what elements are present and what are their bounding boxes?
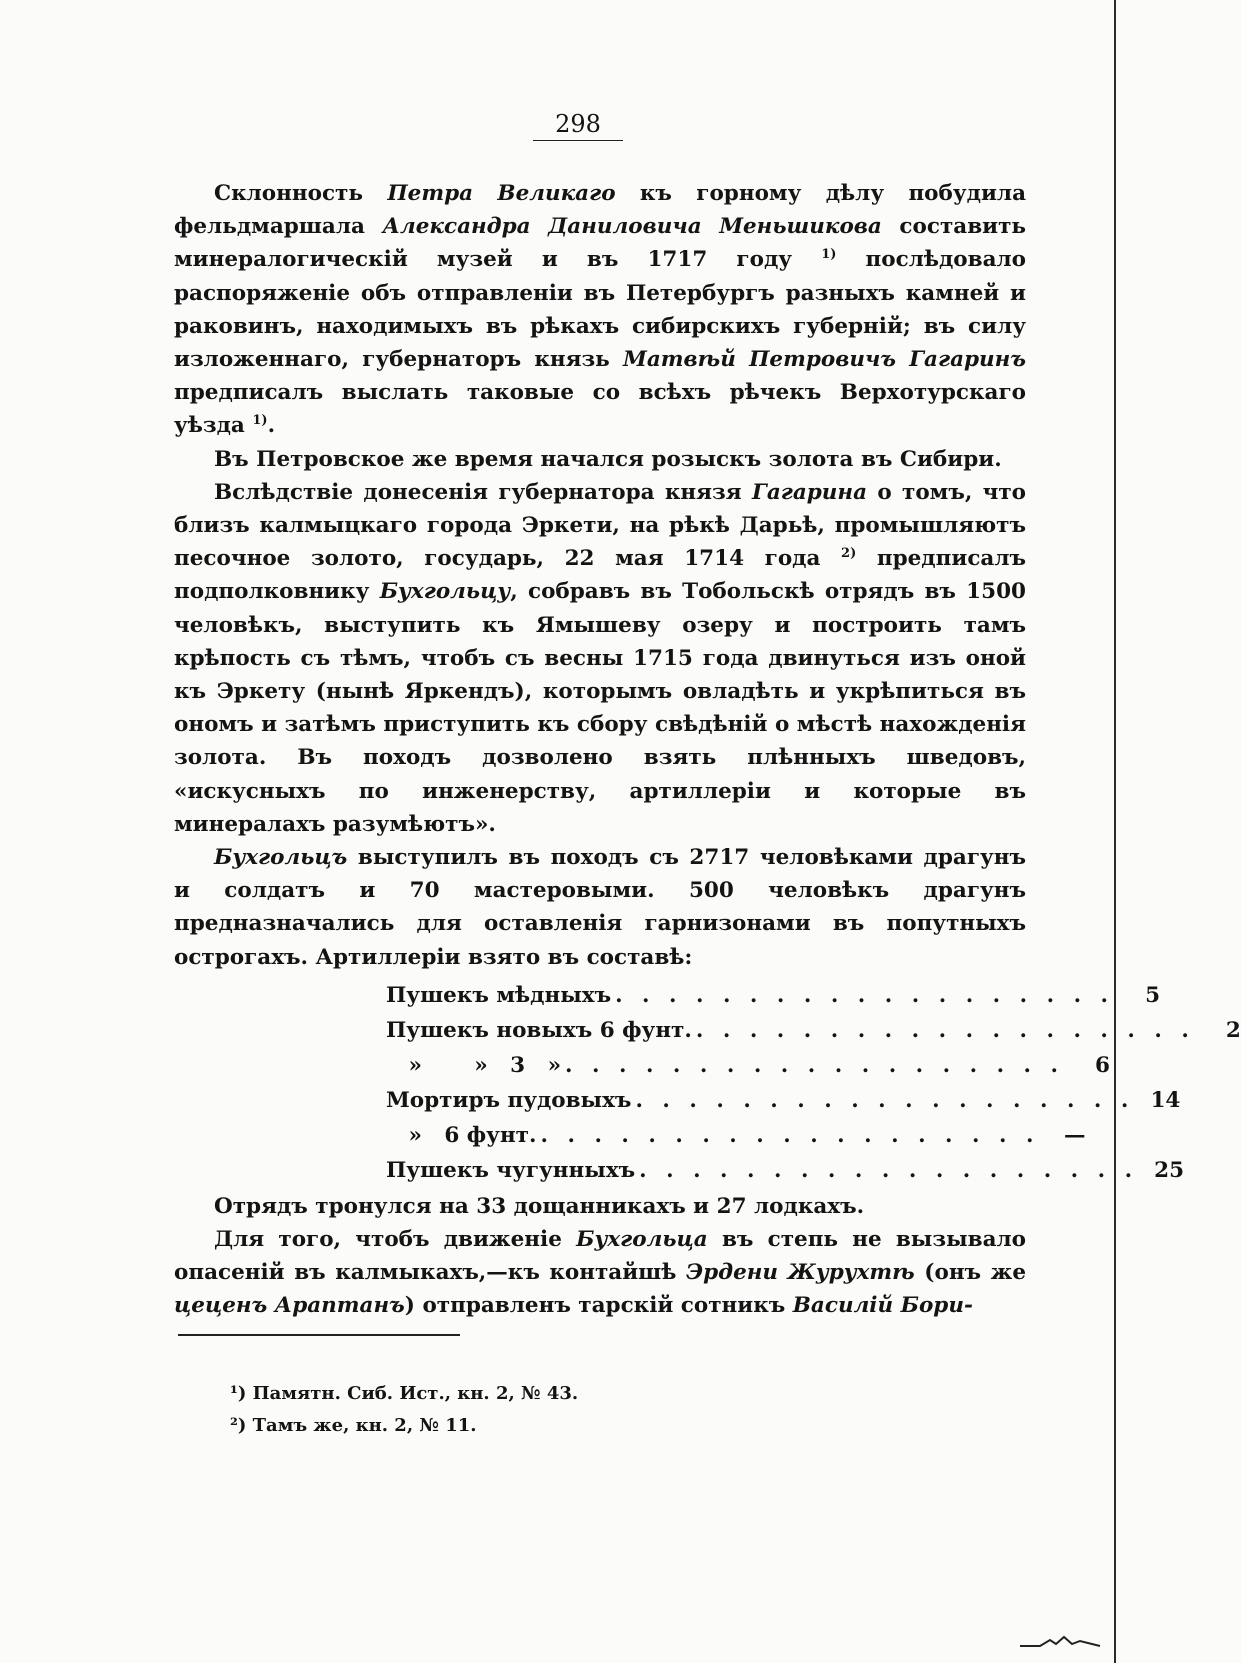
- italic-name: Бухгольцу: [379, 579, 511, 605]
- text-run: , собравъ въ Тобольскѣ отрядъ въ 1500 человѣкъ, выступить къ Ямышеву озеру и построить тамъ крѣпость съ тѣмъ, чтобъ съ весны 1715 года двинуться изъ оной къ Эркету (нынѣ Яркендъ), которымъ овладѣть и укрѣпиться въ ономъ и затѣмъ приступить къ сбору свѣдѣнiй о мѣстѣ нахожденiя золота. Въ походъ дозволено взять плѣнныхъ шведовъ, «искусныхъ по инженерству, артиллерiи и которые въ минералахъ разумѣютъ».: [174, 579, 1027, 837]
- paragraph: [174, 476, 1026, 841]
- leader-dots: . . . . . . . . . . . . . . . . . . .: [635, 1087, 1135, 1113]
- text-run: Отрядъ тронулся на 33 дощанникахъ и 27 лодкахъ.: [214, 1193, 865, 1219]
- italic-name: Петра Великаго: [387, 181, 616, 206]
- leader-dots: . . . . . . . . . . . . . . . . . . .: [695, 1017, 1195, 1043]
- text-run: выступилъ въ походъ съ 2717 человѣками драгунъ и солдатъ и 70 мастеровыми. 500 человѣкъ драгунъ предназначались для оставленiя гарнизонами въ попутныхъ острогахъ. Артиллерiи взято въ составѣ:: [174, 845, 1026, 970]
- paragraphs-bottom: [174, 1190, 1026, 1323]
- paragraphs-top: [174, 177, 1026, 974]
- artillery-row: [386, 1048, 1110, 1083]
- text-run: къ горному дѣлу побудила фельдмаршала: [174, 181, 1026, 240]
- italic-name: цеценъ Араптанъ: [174, 1293, 405, 1319]
- text-run: Для того, чтобъ движенiе: [214, 1227, 577, 1253]
- paragraph: [174, 443, 1026, 476]
- italic-name: Гагарина: [751, 479, 868, 505]
- artillery-label: Пушекъ мѣдныхъ: [386, 982, 612, 1008]
- paragraph: [174, 1223, 1026, 1323]
- paragraph: [174, 177, 1026, 443]
- footnote-divider: [178, 1334, 460, 1336]
- footnote: ¹) Памятн. Сиб. Ист., кн. 2, № 43.: [230, 1383, 579, 1404]
- paragraph: [174, 841, 1026, 974]
- text-run: Вслѣдствiе донесенiя губернатора князя: [214, 479, 752, 505]
- artillery-label: Пушекъ чугунныхъ: [386, 1157, 636, 1183]
- artillery-label: Пушекъ новыхъ 6 фунт.: [386, 1017, 692, 1043]
- artillery-row: [386, 978, 1161, 1013]
- leader-dots: . . . . . . . . . . . . . . . . . . .: [639, 1157, 1139, 1183]
- page-number: 298: [533, 110, 623, 141]
- artillery-row: [386, 1013, 1241, 1048]
- artillery-label: » 6 фунт.: [386, 1122, 537, 1148]
- printer-ornament-icon: [1020, 1635, 1100, 1647]
- text-run: послѣдовало распоряженiе объ отправленiи въ Петербургъ разныхъ камней и раковинъ, находимыхъ въ рѣкахъ сибирскихъ губернiй; въ силу изложеннаго, губернаторъ князь: [174, 247, 1027, 373]
- text-run: Въ Петровское же время начался розыскъ золота въ Сибири.: [214, 446, 1002, 472]
- text-run: составить минералогическiй музей и въ 1717 году: [174, 214, 1027, 273]
- artillery-count: —: [1063, 1122, 1086, 1148]
- text-run: предписалъ подполковнику: [174, 546, 1026, 605]
- artillery-list: [386, 978, 1241, 1188]
- leader-dots: . . . . . . . . . . . . . . . . . . .: [615, 982, 1115, 1008]
- text-run: о томъ, что близъ калмыцкаго города Эркети, на рѣкѣ Дарьѣ, промышляютъ песочное золото, государь, 22 мая 1714 года: [174, 479, 1027, 572]
- italic-name: Бухгольца: [576, 1227, 708, 1253]
- body-text: [174, 177, 1241, 1323]
- artillery-label: Мортиръ пудовыхъ: [386, 1087, 632, 1113]
- italic-name: Матвѣй Петровичъ Гагаринъ: [623, 347, 1026, 373]
- italic-name: Василiй Бори-: [792, 1293, 973, 1319]
- footnote-ref: 1): [252, 413, 268, 429]
- artillery-row: [386, 1083, 1181, 1118]
- italic-name: Александра Даниловича Меньшикова: [382, 214, 882, 240]
- artillery-label: » » 3 »: [386, 1052, 562, 1078]
- artillery-count: 5: [1145, 982, 1161, 1008]
- artillery-count: 25: [1154, 1157, 1185, 1183]
- italic-name: Бухгольцъ: [214, 845, 348, 871]
- text-run: предписалъ выслать таковые со всѣхъ рѣчекъ Верхотурскаго уѣзда: [174, 380, 1026, 439]
- text-run: (онъ же: [914, 1260, 1027, 1286]
- page-edge-line: [1114, 0, 1116, 1663]
- footnote: ²) Тамъ же, кн. 2, № 11.: [230, 1415, 477, 1436]
- footnote-ref: 2): [841, 546, 857, 562]
- leader-dots: . . . . . . . . . . . . . . . . . . .: [565, 1052, 1064, 1078]
- text-run: въ степь не вызывало опасенiй въ калмыкахъ,—къ контайшѣ: [174, 1227, 1027, 1286]
- text-run: Склонность: [214, 181, 388, 206]
- text-run: ) отправленъ тарскiй сотникъ: [404, 1293, 793, 1319]
- paragraph: [174, 1190, 1026, 1223]
- artillery-row: [386, 1118, 1086, 1153]
- artillery-count: 6: [1095, 1052, 1110, 1078]
- artillery-count: 14: [1150, 1087, 1181, 1113]
- italic-name: Эрдени Журухтѣ: [685, 1260, 915, 1286]
- leader-dots: . . . . . . . . . . . . . . . . . . .: [540, 1122, 1040, 1148]
- footnote-ref: 1): [821, 247, 837, 263]
- footnotes: [230, 1378, 578, 1442]
- text-run: .: [267, 413, 276, 439]
- artillery-row: [386, 1153, 1185, 1188]
- artillery-count: 2: [1225, 1017, 1241, 1043]
